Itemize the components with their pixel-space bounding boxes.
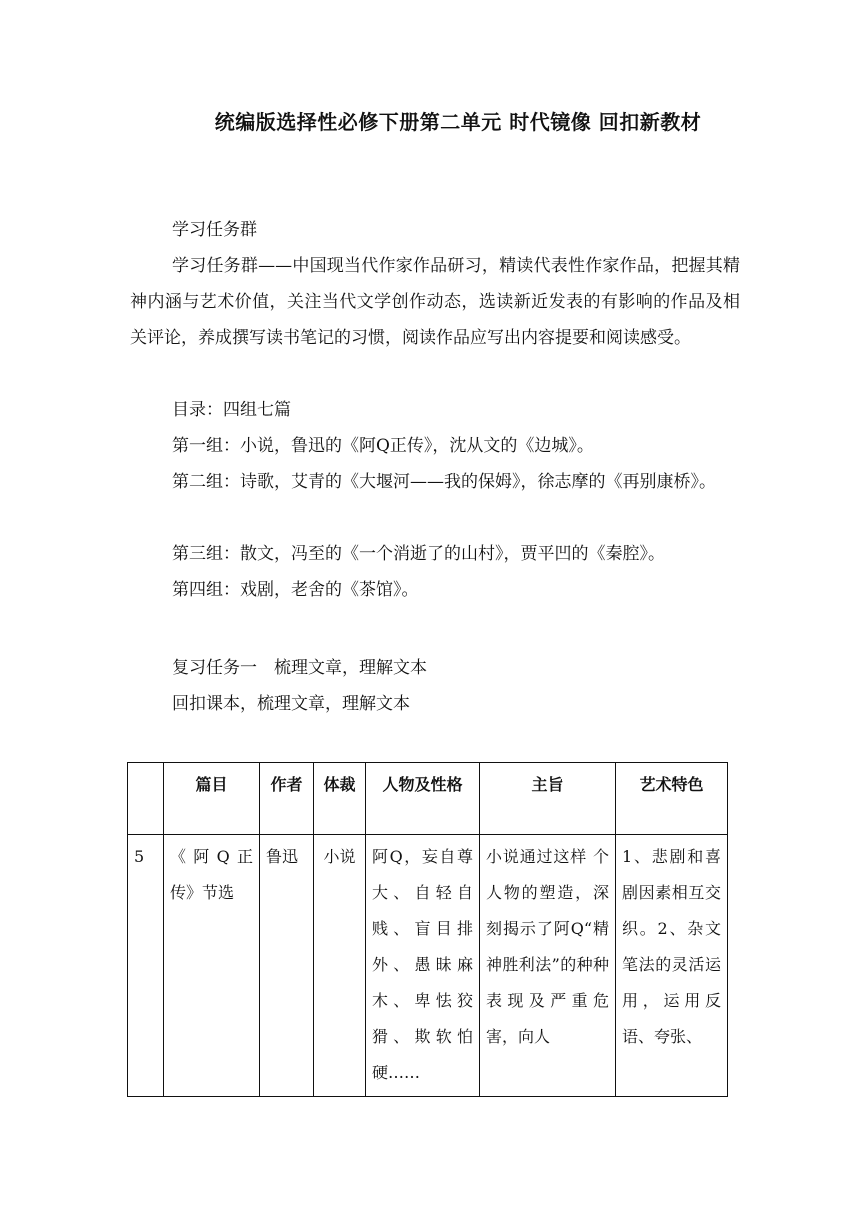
table-header-row — [128, 763, 728, 835]
section-body: 学习任务群——中国现当代作家作品研习，精读代表性作家作品，把握其精神内涵与艺术价值，关注当代文学创作动态，选读新近发表的有影响的作品及相关评论，养成撰写读书笔记的习惯，阅读作品应写出内容提要和阅读感受。 — [130, 256, 740, 348]
col-header-author: 作者 — [260, 763, 314, 835]
task-heading: 复习任务一 梳理文章，理解文本 — [172, 658, 427, 678]
col-header-genre: 体裁 — [314, 763, 366, 835]
cell-characters: 阿Q，妄自尊大、自轻自贱、盲目排外、愚昧麻木、卑怯狡猾、欺软怕硬…… — [366, 835, 480, 1097]
section-heading: 学习任务群 — [172, 220, 257, 240]
cell-author: 鲁迅 — [260, 835, 314, 1097]
group-3: 第三组：散文，冯至的《一个消逝了的山村》，贾平凹的《秦腔》。 — [172, 544, 665, 564]
cell-genre: 小说 — [314, 835, 366, 1097]
table-row — [128, 835, 728, 1097]
group-4: 第四组：戏剧，老舍的《茶馆》。 — [172, 580, 419, 600]
col-header-title: 篇目 — [164, 763, 260, 835]
col-header-no — [128, 763, 164, 835]
summary-table — [127, 762, 728, 1097]
col-header-art: 艺术特色 — [616, 763, 728, 835]
col-header-characters: 人物及性格 — [366, 763, 480, 835]
task-subheading: 回扣课本，梳理文章，理解文本 — [172, 694, 410, 714]
group-2: 第二组：诗歌，艾青的《大堰河——我的保姆》，徐志摩的《再别康桥》。 — [172, 472, 716, 492]
cell-art: 1、悲剧和喜剧因素相互交织。2、杂文笔法的灵活运用，运用反语、夸张、 — [616, 835, 728, 1097]
cell-no: 5 — [128, 835, 164, 1097]
cell-theme: 小说通过这样 个人物的塑造，深刻揭示了阿Q“精神胜利法”的种种表现及严重危害，向人 — [480, 835, 616, 1097]
col-header-theme: 主旨 — [480, 763, 616, 835]
cell-title: 《阿Q正传》节选 — [164, 835, 260, 1097]
group-1: 第一组：小说，鲁迅的《阿Q正传》，沈从文的《边城》。 — [172, 436, 594, 456]
toc-heading: 目录：四组七篇 — [172, 400, 291, 420]
page-title: 统编版选择性必修下册第二单元 时代镜像 回扣新教材 — [214, 110, 702, 134]
